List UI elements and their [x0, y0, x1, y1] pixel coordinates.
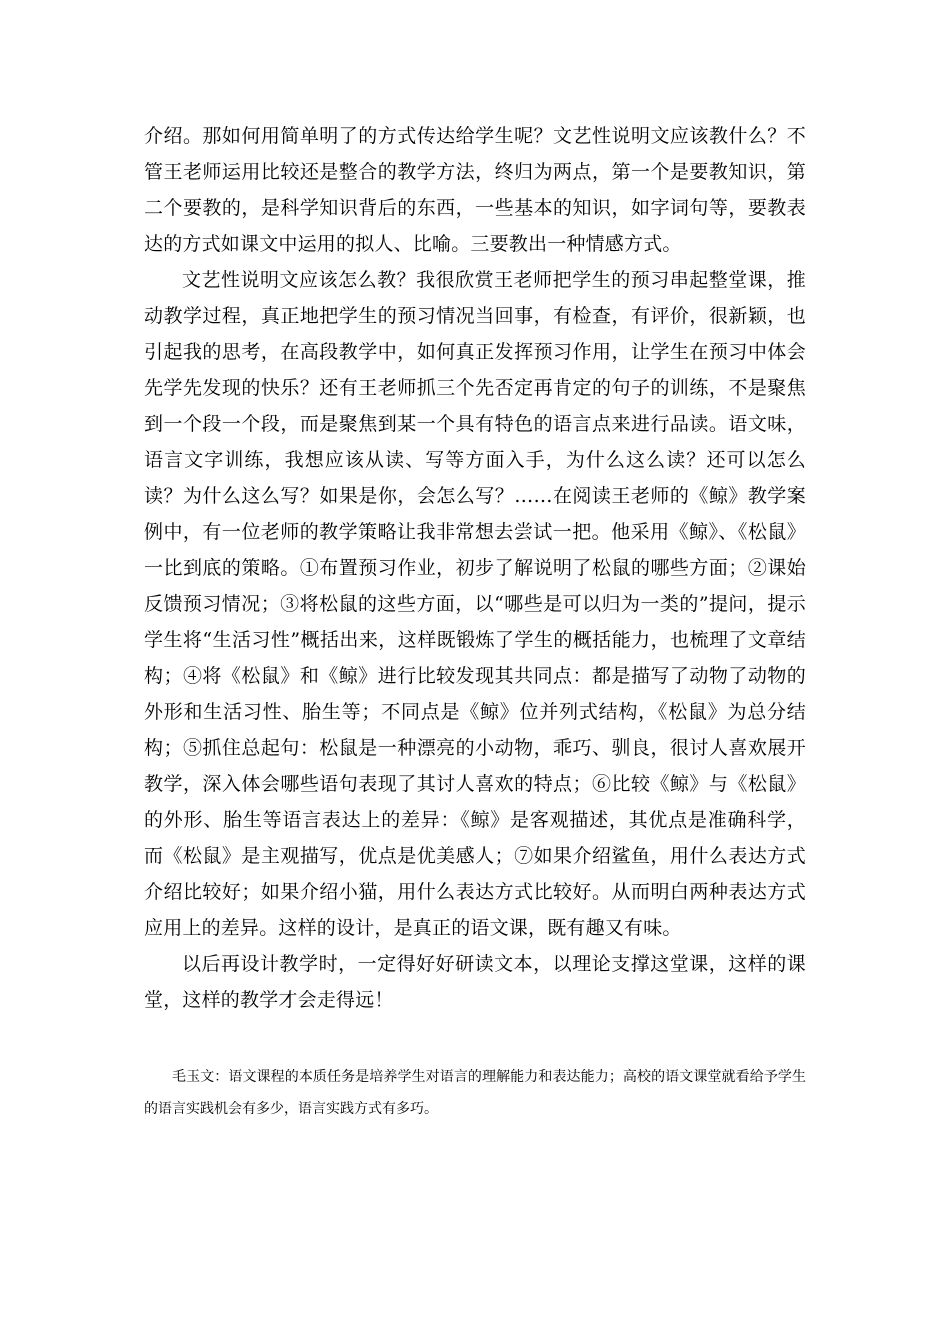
document-page	[144, 118, 806, 1125]
reviewer-comment: 毛玉文：语文课程的本质任务是培养学生对语言的理解能力和表达能力；高校的语文课堂就看给予学生的语言实践机会有多少，语言实践方式有多巧。	[144, 1069, 806, 1117]
paragraph-conclusion: 以后再设计教学时，一定得好好研读文本，以理论支撑这堂课，这样的课堂，这样的教学才会走得远！	[144, 953, 806, 1011]
paragraph-intro: 介绍。那如何用简单明了的方式传达给学生呢？文艺性说明文应该教什么？不管王老师运用比较还是整合的教学方法，终归为两点，第一个是要教知识，第二个要教的，是科学知识背后的东西，一些基本的知识，如字词句等，要教表达的方式如课文中运用的拟人、比喻。三要教出一种情感方式。	[144, 125, 806, 255]
paragraph-how-to-teach: 文艺性说明文应该怎么教？我很欣赏王老师把学生的预习串起整堂课，推动教学过程，真正地把学生的预习情况当回事，有检查，有评价，很新颖，也引起我的思考，在高段教学中，如何真正发挥预习作用，让学生在预习中体会先学先发现的快乐？还有王老师抓三个先否定再肯定的句子的训练，不是聚焦到一个段一个段，而是聚焦到某一个具有特色的语言点来进行品读。语文味，语言文字训练，我想应该从读、写等方面入手，为什么这么读？还可以怎么读？为什么这么写？如果是你，会怎么写？……在阅读王老师的《鲸》教学案例中，有一位老师的教学策略让我非常想去尝试一把。他采用《鲸》、《松鼠》一比到底的策略。①布置预习作业，初步了解说明了松鼠的哪些方面；②课始反馈预习情况；③将松鼠的这些方面，以“哪些是可以归为一类的”提问，提示学生将“生活习性”概括出来，这样既锻炼了学生的概括能力，也梳理了文章结构；④将《松鼠》和《鲸》进行比较发现其共同点：都是描写了动物了动物的外形和生活习性、胎生等；不同点是《鲸》位并列式结构，《松鼠》为总分结构；⑤抓住总起句：松鼠是一种漂亮的小动物，乖巧、驯良，很讨人喜欢展开教学，深入体会哪些语句表现了其讨人喜欢的特点；⑥比较《鲸》与《松鼠》的外形、胎生等语言表达上的差异：《鲸》是客观描述，其优点是准确科学，而《松鼠》是主观描写，优点是优美感人；⑦如果介绍鲨鱼，用什么表达方式介绍比较好；如果介绍小猫，用什么表达方式比较好。从而明白两种表达方式应用上的差异。这样的设计，是真正的语文课，既有趣又有味。	[144, 269, 806, 939]
